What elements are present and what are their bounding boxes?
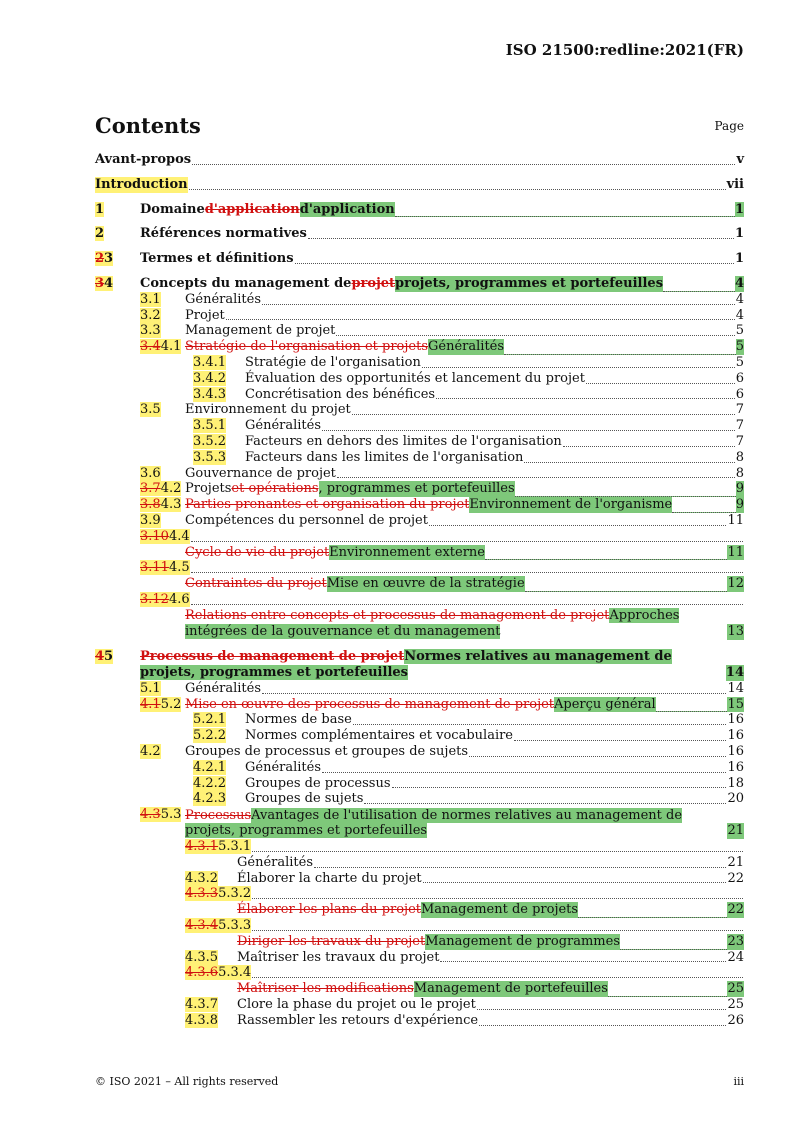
toc-number: 3.1 (140, 291, 161, 307)
toc-number: 4.3.35.3.2 (185, 886, 252, 902)
dot-leader (364, 803, 726, 804)
toc-number: 45 (95, 648, 114, 664)
dot-leader (422, 367, 735, 368)
toc-number-row-5-3-3 (185, 918, 744, 934)
toc-page: 16 (727, 759, 744, 775)
toc-page: 1 (734, 226, 744, 242)
toc-entry-3-4-3[interactable] (193, 387, 744, 403)
toc-inserted-text: Environnement externe (329, 544, 485, 560)
toc-number-row-4-6 (140, 592, 744, 608)
toc-text: Maîtriser les travaux du projet (237, 949, 440, 965)
toc-text: Généralités (185, 291, 262, 307)
toc-entry-3-2[interactable] (140, 308, 744, 324)
toc-entry-5-2-1[interactable] (193, 712, 744, 728)
toc-page: 25 (727, 981, 744, 997)
toc-number: 4.2.1 (193, 759, 227, 775)
toc-number: 1 (95, 201, 105, 217)
toc-number: 4.2.2 (193, 775, 227, 791)
toc-number: 4.2.3 (193, 791, 227, 807)
toc-page: 8 (735, 465, 744, 481)
toc-text: Concrétisation des bénéfices (245, 386, 436, 402)
toc-page: 1 (734, 251, 744, 267)
toc-entry-4-3[interactable] (140, 497, 744, 513)
dot-leader (189, 189, 726, 190)
toc-page: 14 (727, 680, 744, 696)
toc-inserted-text: , programmes et portefeuilles (318, 481, 515, 497)
dot-leader (477, 1009, 727, 1010)
toc-page: 15 (727, 696, 744, 712)
dot-leader (191, 604, 743, 605)
toc-inserted-text: Aperçu général (554, 696, 656, 712)
toc-text: Environnement du projet (185, 402, 351, 418)
dot-leader (262, 693, 726, 694)
dot-leader (252, 977, 743, 978)
toc-page: 16 (727, 712, 744, 728)
toc-text: Stratégie de l'organisation (245, 354, 421, 370)
dot-leader (192, 164, 735, 165)
toc-entry-3-5-1[interactable] (193, 418, 744, 434)
toc-number-row-5-3-1 (185, 839, 744, 855)
toc-page: v (736, 152, 744, 167)
dot-leader (469, 756, 726, 757)
toc-deleted-text: Stratégie de l'organisation et projets (185, 339, 429, 355)
toc-number: 4.3.5 (185, 949, 219, 965)
toc-number: 3.2 (140, 307, 161, 323)
toc-text: Élaborer la charte du projet (237, 870, 422, 886)
dot-leader (353, 724, 727, 725)
toc-entry-5-2[interactable] (140, 697, 744, 713)
toc-number: 4.3.65.3.4 (185, 965, 252, 981)
toc-number: 3.4.1 (193, 354, 227, 370)
toc-entry-4-2-1[interactable] (193, 760, 744, 776)
toc-page: 7 (735, 433, 744, 449)
toc-entry-4-2[interactable] (140, 481, 744, 497)
toc-entry-1[interactable] (95, 202, 744, 218)
toc-entry-4-4[interactable] (140, 545, 744, 561)
dot-leader (314, 867, 726, 868)
toc-text: Projets (185, 481, 232, 497)
toc-inserted-text: Environnement de l'organisme (469, 497, 673, 513)
copyright-notice: © ISO 2021 – All rights reserved (95, 1075, 279, 1088)
table-of-contents (95, 152, 744, 1029)
toc-number: 3.44.1 (140, 339, 182, 355)
toc-inserted-text: Avantages de l'utilisation de normes relatives au management de projets, programmes et portefeuilles (185, 807, 683, 839)
toc-inserted-text: d'application (299, 201, 395, 217)
toc-number: 3.3 (140, 323, 161, 339)
toc-text: Facteurs dans les limites de l'organisation (245, 449, 524, 465)
toc-entry-5-3-2[interactable] (185, 902, 744, 918)
toc-number: 3.104.4 (140, 528, 190, 544)
dot-leader (252, 898, 743, 899)
dot-leader (392, 787, 727, 788)
toc-number: 3.124.6 (140, 591, 190, 607)
toc-inserted-text: projets, programmes et portefeuilles (395, 275, 664, 291)
toc-page: 12 (727, 576, 744, 592)
dot-leader (504, 354, 736, 355)
page-column-label: Page (714, 119, 744, 133)
toc-number: 3.9 (140, 512, 161, 528)
dot-leader (336, 335, 734, 336)
toc-number: 4.15.2 (140, 696, 182, 712)
toc-page: 7 (735, 402, 744, 418)
toc-inserted-text: Mise en œuvre de la stratégie (326, 576, 525, 592)
toc-inserted-text: Approches intégrées de la gouvernance et du management (185, 608, 680, 639)
toc-entry-foreword[interactable] (95, 152, 744, 168)
toc-number: 3.6 (140, 465, 161, 481)
toc-page: 11 (727, 544, 744, 560)
page-title: Contents (95, 113, 201, 138)
dot-leader (429, 525, 727, 526)
toc-number: 5.1 (140, 680, 161, 696)
toc-entry-4-3-8[interactable] (185, 1013, 744, 1029)
toc-deleted-text: Cycle de vie du projet (185, 544, 330, 560)
toc-inserted-text: Normes relatives au management de projets, programmes et portefeuilles (140, 649, 672, 680)
dot-leader (337, 477, 735, 478)
dot-leader (586, 383, 735, 384)
toc-page: 5 (735, 354, 744, 370)
toc-number: 3.4.2 (193, 370, 227, 386)
toc-deleted-text: Diriger les travaux du projet (237, 933, 426, 949)
toc-inserted-text: Management de programmes (425, 933, 620, 949)
toc-number: 4.3.45.3.3 (185, 918, 252, 934)
toc-page: 5 (735, 339, 744, 355)
toc-entry-5-1[interactable] (140, 681, 744, 697)
toc-entry-3-5-2[interactable] (193, 434, 744, 450)
toc-text-block (185, 808, 727, 840)
toc-entry-5-2-2[interactable] (193, 728, 744, 744)
toc-text: Groupes de sujets (245, 791, 364, 807)
toc-inserted-text: Management de projets (421, 902, 579, 918)
toc-number: 5.2.1 (193, 712, 227, 728)
toc-entry-5-3-3[interactable] (185, 934, 744, 950)
dot-leader (322, 772, 726, 773)
toc-number-row-4-4 (140, 529, 744, 545)
toc-number: 3.4.3 (193, 386, 227, 402)
dot-leader (563, 446, 735, 447)
dot-leader (191, 572, 743, 573)
dot-leader (485, 559, 727, 560)
toc-page: 16 (727, 728, 744, 744)
toc-deleted-text: Contraintes du projet (185, 576, 327, 592)
toc-page: 1 (734, 201, 744, 217)
toc-number: 4.2 (140, 743, 161, 759)
toc-entry-3-4-2[interactable] (193, 371, 744, 387)
toc-number: 3.5.3 (193, 449, 227, 465)
toc-deleted-text: Parties prenantes et organisation du projet (185, 497, 470, 513)
toc-number-row-5-3-4 (185, 965, 744, 981)
toc-text: Généralités (185, 680, 262, 696)
dot-leader (322, 430, 735, 431)
dot-leader (423, 882, 727, 883)
toc-page: 6 (735, 386, 744, 402)
toc-deleted-text: Processus (185, 807, 252, 823)
toc-page: 14 (725, 664, 744, 680)
toc-number-row-5-3-2 (185, 886, 744, 902)
toc-entry-4-3-2[interactable] (185, 871, 744, 887)
toc-deleted-text: projet (351, 275, 396, 291)
toc-number: 4.3.8 (185, 1012, 219, 1028)
toc-number: 3.84.3 (140, 497, 182, 513)
toc-text: Avant-propos (95, 152, 192, 167)
dot-leader (608, 996, 728, 997)
toc-deleted-text: Mise en œuvre des processus de management de projet (185, 696, 555, 712)
toc-page: 26 (727, 1012, 744, 1028)
toc-entry-3-9[interactable] (140, 513, 744, 529)
toc-text-block (185, 608, 727, 640)
toc-page: 21 (727, 854, 744, 870)
toc-entry-3-1[interactable] (140, 292, 744, 308)
dot-leader (479, 1025, 726, 1026)
toc-text: Généralités (245, 759, 322, 775)
toc-entry-4-2-3[interactable] (193, 791, 744, 807)
toc-entry-4-1[interactable] (140, 339, 744, 355)
toc-deleted-text: Élaborer les plans du projet (237, 902, 421, 918)
toc-page: vii (726, 176, 744, 192)
toc-page: 8 (735, 449, 744, 465)
toc-page: 18 (727, 775, 744, 791)
dot-leader (620, 949, 727, 950)
dot-leader (395, 216, 735, 217)
toc-page: 21 (727, 823, 744, 839)
toc-entry-introduction[interactable] (95, 177, 744, 193)
toc-number: 23 (95, 251, 114, 267)
toc-text: Groupes de processus (245, 775, 391, 791)
toc-entry-4-3-5[interactable] (185, 950, 744, 966)
toc-page: 20 (727, 791, 744, 807)
dot-leader (252, 851, 743, 852)
toc-text: Généralités (237, 854, 314, 870)
dot-leader (524, 462, 734, 463)
dot-leader (578, 917, 727, 918)
toc-page: 4 (735, 307, 744, 323)
toc-number: 3.114.5 (140, 560, 190, 576)
toc-number: 4.3.2 (185, 870, 219, 886)
dot-leader (436, 398, 735, 399)
toc-number: 3.5.2 (193, 433, 227, 449)
dot-leader (308, 238, 734, 239)
toc-page: 9 (735, 481, 744, 497)
toc-text: Rassembler les retours d'expérience (237, 1012, 479, 1028)
toc-entry-4-2-2[interactable] (193, 776, 744, 792)
toc-deleted-text: Processus de management de projet (140, 649, 405, 665)
toc-number: 5.2.2 (193, 728, 227, 744)
toc-number: 34 (95, 275, 114, 291)
toc-text: Références normatives (140, 226, 307, 242)
toc-text: Introduction (95, 176, 188, 192)
toc-text-block (140, 649, 726, 681)
toc-text: Normes de base (245, 712, 352, 728)
toc-page: 6 (735, 370, 744, 386)
toc-entry-3-5[interactable] (140, 402, 744, 418)
toc-page: 16 (727, 743, 744, 759)
toc-text: Évaluation des opportunités et lancement du projet (245, 370, 585, 386)
dot-leader (191, 541, 743, 542)
toc-entry-4-6[interactable] (140, 608, 744, 640)
toc-text: Domaine (140, 201, 205, 217)
toc-entry-5[interactable] (95, 649, 744, 681)
toc-page: 4 (735, 291, 744, 307)
dot-leader (252, 930, 743, 931)
toc-deleted-text: et opérations (231, 481, 319, 497)
toc-deleted-text: Relations entre concepts et processus de management de projet (185, 608, 610, 624)
toc-text: Management de projet (185, 323, 336, 339)
toc-entry-3-5-3[interactable] (193, 450, 744, 466)
toc-number: 3.5.1 (193, 418, 227, 434)
toc-entry-3-4-1[interactable] (193, 355, 744, 371)
toc-page: 4 (734, 275, 744, 291)
dot-leader (663, 291, 735, 292)
toc-entry-3-3[interactable] (140, 323, 744, 339)
toc-text: Normes complémentaires et vocabulaire (245, 728, 514, 744)
toc-entry-5-3-4[interactable] (185, 981, 744, 997)
dot-leader (514, 740, 726, 741)
toc-text: Gouvernance de projet (185, 465, 336, 481)
toc-text: Généralités (245, 418, 322, 434)
toc-page: 25 (727, 997, 744, 1013)
toc-page: 5 (735, 323, 744, 339)
dot-leader (262, 304, 735, 305)
toc-deleted-text: d'application (204, 201, 300, 217)
toc-entry-3-6[interactable] (140, 466, 744, 482)
toc-number: 4.35.3 (140, 807, 182, 823)
toc-entry-4[interactable] (95, 276, 744, 292)
toc-number: 3.5 (140, 402, 161, 418)
toc-deleted-text: Maîtriser les modifications (237, 981, 414, 997)
toc-inserted-text: Management de portefeuilles (413, 981, 608, 997)
toc-page: 13 (727, 623, 744, 639)
document-id: ISO 21500:redline:2021(FR) (505, 41, 744, 59)
toc-number-row-4-5 (140, 560, 744, 576)
toc-entry-2[interactable] (95, 226, 744, 242)
dot-leader (672, 512, 735, 513)
page-number: iii (733, 1075, 744, 1088)
toc-page: 24 (727, 949, 744, 965)
toc-text: Termes et définitions (140, 251, 294, 267)
dot-leader (656, 711, 728, 712)
dot-leader (226, 319, 735, 320)
toc-number: 4.3.7 (185, 997, 219, 1013)
toc-entry-4-3-7[interactable] (185, 997, 744, 1013)
toc-number: 2 (95, 226, 105, 242)
dot-leader (525, 591, 728, 592)
toc-page: 11 (727, 512, 744, 528)
toc-text: Clore la phase du projet ou le projet (237, 997, 476, 1013)
toc-text: Compétences du personnel de projet (185, 512, 428, 528)
toc-entry-4-2-groups[interactable] (140, 744, 744, 760)
toc-number: 3.74.2 (140, 481, 182, 497)
dot-leader (295, 263, 734, 264)
toc-page: 22 (727, 870, 744, 886)
toc-page: 22 (727, 902, 744, 918)
toc-entry-4-5[interactable] (140, 576, 744, 592)
toc-text: Projet (185, 307, 225, 323)
toc-text: Concepts du management de (140, 275, 352, 291)
toc-number: 4.3.15.3.1 (185, 839, 252, 855)
toc-entry-5-3-1[interactable] (185, 855, 744, 871)
dot-leader (440, 961, 726, 962)
toc-text: Groupes de processus et groupes de sujets (185, 743, 469, 759)
toc-page: 7 (735, 418, 744, 434)
toc-text: Facteurs en dehors des limites de l'organisation (245, 433, 562, 449)
dot-leader (352, 414, 735, 415)
toc-entry-3[interactable] (95, 251, 744, 267)
toc-page: 9 (735, 497, 744, 513)
toc-entry-5-3[interactable] (140, 807, 744, 839)
toc-page: 23 (727, 933, 744, 949)
toc-inserted-text: Généralités (428, 339, 505, 355)
